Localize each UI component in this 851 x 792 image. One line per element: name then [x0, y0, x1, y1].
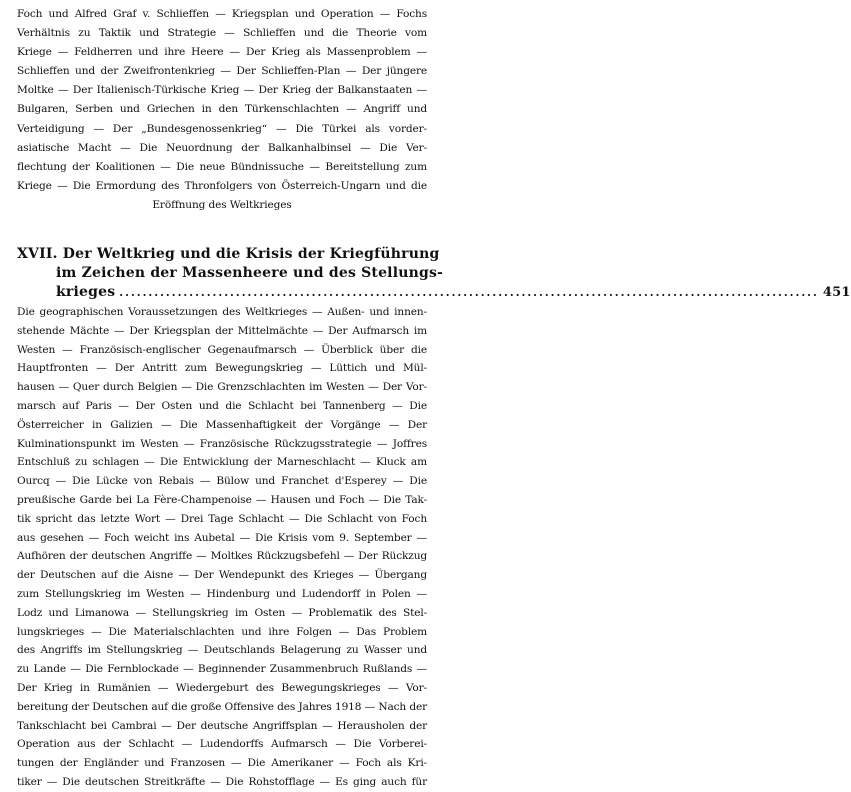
text-line: Schlieffen und der Zweifrontenkrieg — Der Schlieffen-Plan — Der jüngere [17, 65, 427, 78]
text-line: bereitung der Deutschen auf die große Offensive des Jahres 1918 — Nach der [17, 700, 427, 713]
text-line: Kriege — Feldherren und ihre Heere — Der Krieg als Massenproblem — [17, 46, 427, 59]
text-line: aus gesehen — Foch weicht ins Aubetal — Die Krisis vom 9. September — [17, 531, 427, 544]
text-line: der Deutschen auf die Aisne — Der Wendepunkt des Krieges — Übergang [17, 569, 427, 582]
chapter-title-line: XVII. Der Weltkrieg und die Krisis der Kriegführung [17, 246, 440, 262]
text-line: Kriege — Die Ermordung des Thronfolgers von Österreich-Ungarn und die [17, 179, 427, 192]
text-line: Foch und Alfred Graf v. Schlieffen — Kriegsplan und Operation — Fochs [17, 8, 427, 20]
chapter-title-line: im Zeichen der Massenheere und des Stellungs- [56, 265, 444, 281]
dot-leader: ........................................................................................................................ [119, 286, 819, 299]
text-line: tungen der Engländer und Franzosen — Die Amerikaner — Foch als Kri- [17, 757, 427, 770]
text-line: Operation aus der Schlacht — Ludendorffs Aufmarsch — Die Vorberei- [17, 738, 427, 751]
text-line: asiatische Macht — Die Neuordnung der Balkanhalbinsel — Die Ver- [17, 141, 427, 154]
text-line: zu Lande — Die Fernblockade — Beginnender Zusammenbruch Rußlands — [17, 663, 427, 676]
chapter-title-line: krieges [56, 284, 116, 300]
text-line: flechtung der Koalitionen — Die neue Bündnissuche — Bereitstellung zum [17, 160, 427, 173]
text-line: tiker — Die deutschen Streitkräfte — Die Rohstofflage — Es ging auch für [17, 775, 427, 788]
text-line: zum Stellungskrieg im Westen — Hindenburg und Ludendorff in Polen — [17, 587, 427, 600]
text-line: Eröffnung des Weltkrieges [152, 198, 292, 211]
text-line: Ourcq — Die Lücke von Rebais — Bülow und Franchet d'Esperey — Die [17, 475, 427, 488]
text-line: Verteidigung — Der „Bundesgenossenkrieg“ — Die Türkei als vorder- [17, 122, 427, 135]
text-line: Österreicher in Galizien — Die Massenhaftigkeit der Vorgänge — Der [17, 418, 427, 431]
text-line: Verhältnis zu Taktik und Strategie — Schlieffen und die Theorie vom [17, 27, 427, 40]
text-line: Bulgaren, Serben und Griechen in den Türkenschlachten — Angriff und [17, 103, 427, 116]
text-line: Die geographischen Voraussetzungen des Weltkrieges — Außen- und innen- [17, 306, 427, 318]
text-line: lungskrieges — Die Materialschlachten und ihre Folgen — Das Problem [17, 625, 427, 638]
text-line: Westen — Französisch-englischer Gegenaufmarsch — Überblick über die [17, 343, 427, 356]
text-line: tik spricht das letzte Wort — Drei Tage Schlacht — Die Schlacht von Foch [17, 512, 427, 525]
chapter-toc-line [17, 283, 851, 302]
text-line: Tankschlacht bei Cambrai — Der deutsche Angriffsplan — Herausholen der [17, 719, 427, 732]
text-line: Kulminationspunkt im Westen — Französische Rückzugsstrategie — Joffres [17, 437, 427, 450]
text-line: Aufhören der deutschen Angriffe — Moltkes Rückzugsbefehl — Der Rückzug [17, 550, 427, 563]
page-number: 451 [822, 285, 851, 300]
text-line: Der Krieg in Rumänien — Wiedergeburt des Bewegungskrieges — Vor- [17, 681, 427, 694]
text-line: Entschluß zu schlagen — Die Entwicklung der Marneschlacht — Kluck am [17, 456, 427, 469]
text-line: preußische Garde bei La Fère-Champenoise — Hausen und Foch — Die Tak- [17, 493, 427, 506]
text-line: stehende Mächte — Der Kriegsplan der Mittelmächte — Der Aufmarsch im [17, 324, 427, 337]
text-line: Hauptfronten — Der Antritt zum Bewegungskrieg — Lüttich und Mül- [17, 362, 427, 375]
text-line: Moltke — Der Italienisch-Türkische Krieg — Der Krieg der Balkanstaaten — [17, 84, 427, 97]
text-line: Lodz und Limanowa — Stellungskrieg im Osten — Problematik des Stel- [17, 606, 427, 619]
text-line: des Angriffs im Stellungskrieg — Deutschlands Belagerung zu Wasser und [17, 644, 427, 657]
intro-paragraph [17, 5, 427, 215]
chapter-heading [17, 245, 851, 302]
text-line: marsch auf Paris — Der Osten und die Schlacht bei Tannenberg — Die [17, 399, 427, 412]
text-line: hausen — Quer durch Belgien — Die Grenzschlachten im Westen — Der Vor- [17, 381, 427, 394]
chapter-summary-paragraph [17, 303, 427, 792]
